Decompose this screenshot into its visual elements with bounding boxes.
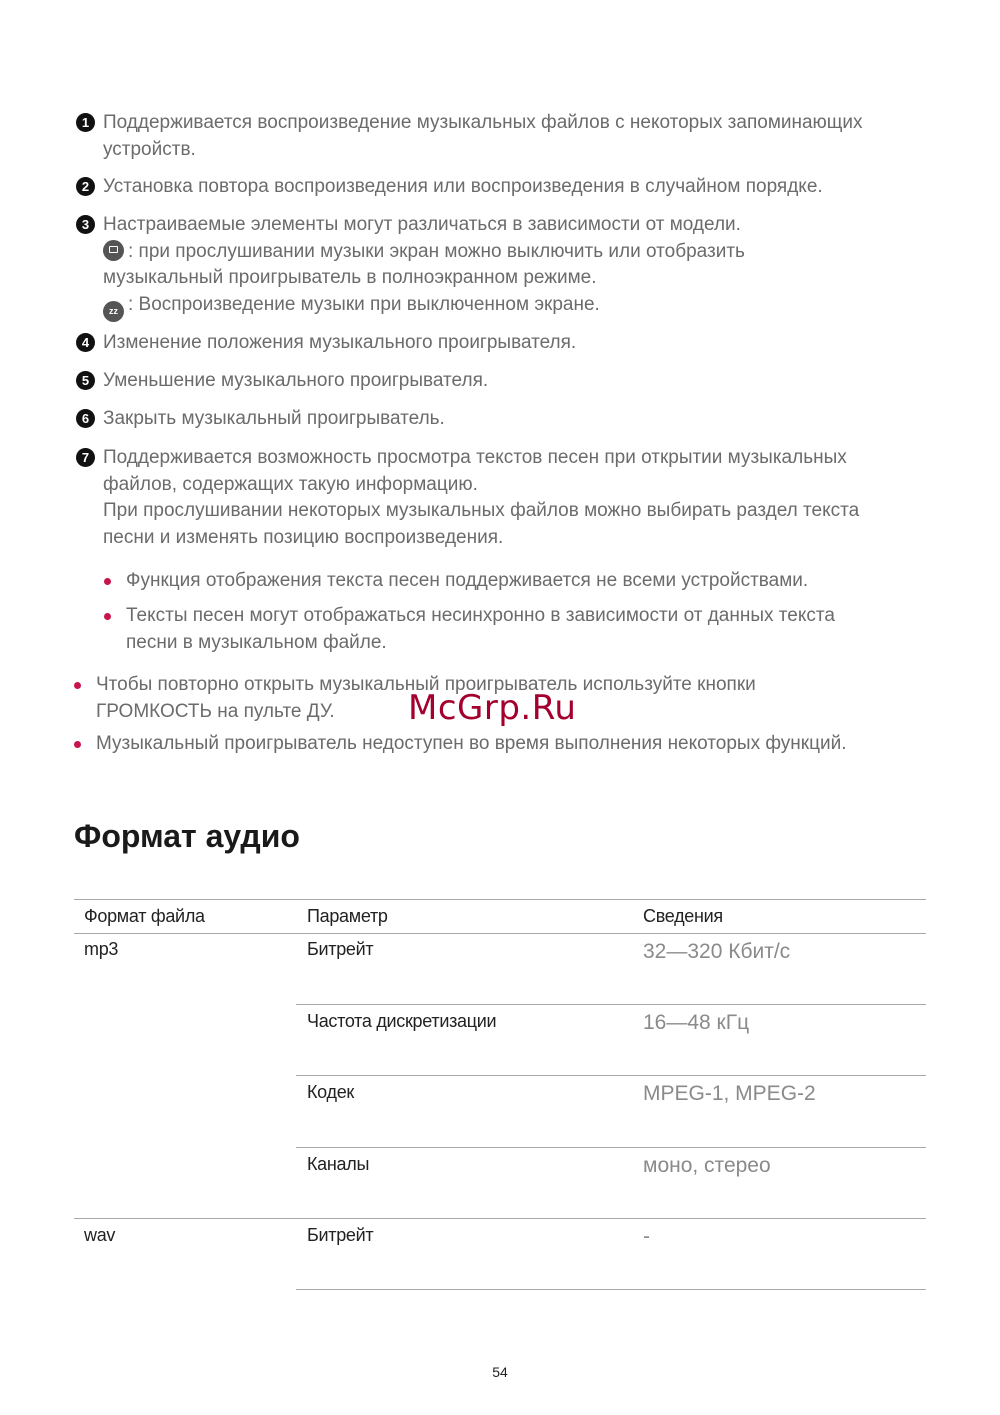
- bullet-text: Функция отображения текста песен поддерживается не всеми устройствами.: [126, 570, 809, 591]
- number-badge: 5: [76, 371, 95, 390]
- value-cell: MPEG-1, MPEG-2: [643, 1082, 816, 1105]
- bullet-text: Чтобы повторно открыть музыкальный проигрыватель используйте кнопки: [96, 674, 756, 695]
- bullet-text: песни в музыкальном файле.: [126, 631, 387, 653]
- number-badge: 6: [76, 409, 95, 428]
- value-cell: 16—48 кГц: [643, 1011, 750, 1034]
- format-wav: wav: [84, 1225, 116, 1245]
- header-parameter: Параметр: [307, 906, 388, 926]
- number-badge: 3: [76, 215, 95, 234]
- numbered-item-1: [76, 110, 936, 163]
- item-text: Установка повтора воспроизведения или воспроизведения в случайном порядке.: [103, 176, 823, 197]
- item-text: При прослушивании некоторых музыкальных файлов можно выбирать раздел текста: [103, 500, 860, 521]
- item-text: Закрыть музыкальный проигрыватель.: [103, 408, 445, 429]
- param-cell: Битрейт: [307, 1225, 374, 1245]
- page-number: 54: [492, 1364, 508, 1380]
- sub-bullet-item: [104, 603, 944, 656]
- numbered-item-7: [76, 445, 936, 551]
- format-mp3: mp3: [84, 939, 119, 959]
- header-details: Сведения: [643, 906, 723, 926]
- numbered-item-4: [76, 330, 936, 357]
- item-text: Уменьшение музыкального проигрывателя.: [103, 370, 489, 391]
- section-title: Формат аудио: [74, 818, 300, 854]
- numbered-item-6: [76, 406, 936, 433]
- row-rule: [296, 1289, 926, 1290]
- item-text: устройств.: [103, 138, 196, 160]
- header-rule: [74, 933, 926, 934]
- bullet-text: Тексты песен могут отображаться несинхронно в зависимости от данных текста: [126, 605, 835, 626]
- item-text: : при прослушивании музыки экран можно выключить или отобразить: [128, 240, 745, 262]
- group-rule: [74, 1218, 926, 1219]
- bullet-item: [74, 731, 944, 758]
- bullet-text: ГРОМКОСТЬ на пульте ДУ.: [96, 700, 335, 722]
- item-text: Изменение положения музыкального проигрывателя.: [103, 332, 577, 353]
- number-badge: 2: [76, 177, 95, 196]
- row-rule: [296, 1004, 926, 1005]
- header-file-format: Формат файла: [84, 906, 205, 926]
- item-text: Настраиваемые элементы могут различаться в зависимости от модели.: [103, 214, 741, 235]
- item-text: музыкальный проигрыватель в полноэкранном режиме.: [103, 267, 597, 288]
- numbered-item-3: [76, 212, 936, 322]
- bullet-dot: [104, 613, 111, 620]
- item-text: файлов, содержащих такую информацию.: [103, 473, 478, 495]
- item-text-screen-off-option: [103, 292, 936, 322]
- numbered-item-2: [76, 174, 936, 201]
- param-cell: Кодек: [307, 1082, 354, 1102]
- screen-icon: [103, 240, 124, 261]
- sub-bullet-item: [104, 568, 944, 595]
- table-top-rule: [74, 899, 926, 900]
- value-cell: моно, стерео: [643, 1154, 771, 1177]
- bullet-dot: [104, 578, 111, 585]
- item-text: : Воспроизведение музыки при выключенном экране.: [128, 293, 600, 315]
- value-cell: 32—320 Кбит/с: [643, 940, 791, 963]
- item-text: Поддерживается возможность просмотра текстов песен при открытии музыкальных: [103, 447, 847, 468]
- row-rule: [296, 1147, 926, 1148]
- number-badge: 1: [76, 113, 95, 132]
- value-cell: -: [643, 1225, 650, 1248]
- bullet-text: Музыкальный проигрыватель недоступен во время выполнения некоторых функций.: [96, 733, 847, 754]
- number-badge: 4: [76, 333, 95, 352]
- item-text-screen-option: [103, 239, 936, 266]
- row-rule: [296, 1075, 926, 1076]
- bullet-dot: [74, 741, 81, 748]
- bullet-dot: [74, 682, 81, 689]
- numbered-item-5: [76, 368, 936, 395]
- param-cell: Частота дискретизации: [307, 1011, 497, 1031]
- item-text: песни и изменять позицию воспроизведения.: [103, 526, 504, 548]
- number-badge: 7: [76, 448, 95, 467]
- param-cell: Каналы: [307, 1154, 370, 1174]
- item-text: Поддерживается воспроизведение музыкальных файлов с некоторых запоминающих: [103, 112, 863, 133]
- screen-off-icon: zz: [103, 301, 124, 322]
- param-cell: Битрейт: [307, 939, 374, 959]
- watermark-logo: McGrp.Ru: [408, 688, 577, 728]
